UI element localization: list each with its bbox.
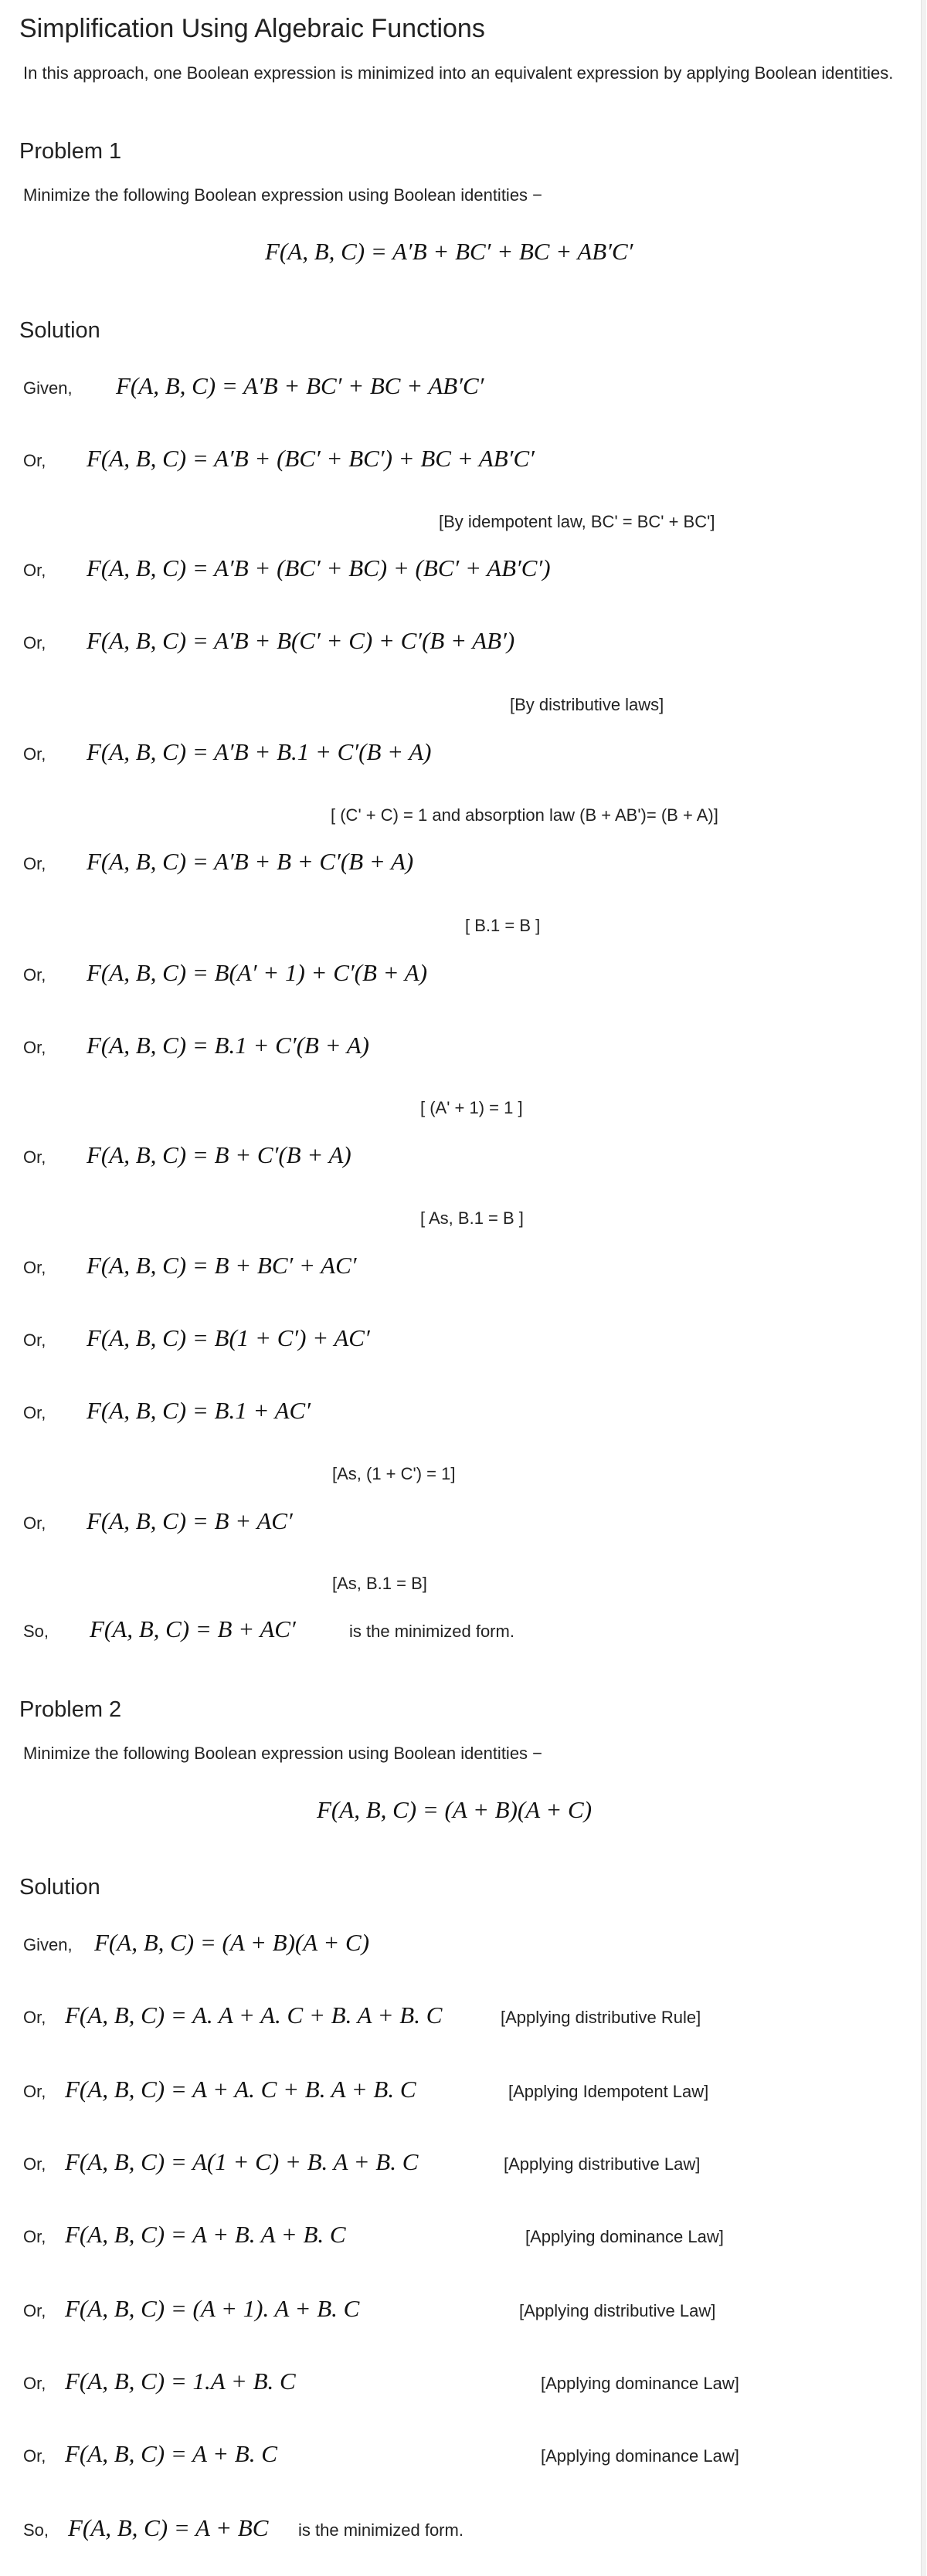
step-expression: F(A, B, C) = B + C′(B + A) — [87, 1141, 351, 1168]
step-expression: F(A, B, C) = A′B + B + C′(B + A) — [87, 848, 414, 875]
step-note: [Applying Idempotent Law] — [508, 2082, 709, 2101]
conclusion-suffix: is the minimized form. — [298, 2520, 464, 2540]
step-expression: F(A, B, C) = (A + 1). A + B. C — [65, 2295, 360, 2322]
step-expression: F(A, B, C) = B(A′ + 1) + C′(B + A) — [87, 959, 428, 986]
step-note: [As, (1 + C') = 1] — [332, 1464, 456, 1483]
conclusion-suffix: is the minimized form. — [349, 1622, 514, 1641]
step-note: [ (C' + C) = 1 and absorption law (B + AB')= (B + A)] — [331, 805, 718, 825]
step-note: [Applying dominance Law] — [525, 2227, 724, 2246]
step-prefix: Given, — [23, 378, 73, 398]
step-note: [Applying distributive Law] — [504, 2154, 701, 2174]
step-expression: F(A, B, C) = 1.A + B. C — [65, 2368, 296, 2395]
step-prefix: Or, — [23, 1038, 46, 1057]
step-note: [By idempotent law, BC' = BC' + BC'] — [439, 512, 715, 531]
step-prefix: Or, — [23, 1513, 46, 1533]
problem1-statement: Minimize the following Boolean expression using Boolean identities − — [23, 185, 543, 205]
step-note: [By distributive laws] — [510, 695, 664, 714]
step-prefix: Or, — [23, 2301, 46, 2320]
step-prefix: Or, — [23, 2154, 46, 2174]
step-expression: F(A, B, C) = B.1 + C′(B + A) — [87, 1032, 369, 1059]
step-note: [ B.1 = B ] — [465, 916, 541, 935]
step-prefix: Or, — [23, 2374, 46, 2393]
step-prefix: Or, — [23, 561, 46, 580]
conclusion-expression: F(A, B, C) = B + AC′ — [90, 1615, 296, 1642]
step-note: [Applying distributive Rule] — [501, 2008, 701, 2027]
step-prefix: Or, — [23, 451, 46, 470]
step-expression: F(A, B, C) = A + A. C + B. A + B. C — [65, 2076, 416, 2103]
conclusion-expression: F(A, B, C) = A + BC — [68, 2514, 269, 2541]
step-note: [ As, B.1 = B ] — [420, 1208, 524, 1228]
step-prefix: Or, — [23, 744, 46, 764]
step-expression: F(A, B, C) = A′B + (BC′ + BC′) + BC + AB′C′ — [87, 445, 535, 472]
given-expression: F(A, B, C) = (A + B)(A + C) — [94, 1929, 370, 1956]
step-prefix: Or, — [23, 2008, 46, 2027]
page-title: Simplification Using Algebraic Functions — [19, 14, 485, 43]
step-expression: F(A, B, C) = A(1 + C) + B. A + B. C — [65, 2148, 419, 2175]
problem1-heading: Problem 1 — [19, 139, 122, 164]
step-expression: F(A, B, C) = A + B. A + B. C — [65, 2221, 346, 2248]
problem1-expression: F(A, B, C) = A′B + BC′ + BC + AB′C′ — [265, 238, 633, 265]
step-prefix: Or, — [23, 2227, 46, 2246]
step-prefix: Or, — [23, 965, 46, 985]
step-prefix: Or, — [23, 1403, 46, 1422]
step-note: [Applying distributive Law] — [519, 2301, 716, 2320]
step-prefix: Or, — [23, 1258, 46, 1277]
given-prefix: Given, — [23, 1935, 73, 1954]
intro-paragraph: In this approach, one Boolean expression is minimized into an equivalent expression by applying Boolean identities. — [23, 63, 894, 83]
problem2-heading: Problem 2 — [19, 1697, 122, 1722]
step-prefix: Or, — [23, 2446, 46, 2466]
step-expression: F(A, B, C) = B(1 + C′) + AC′ — [87, 1324, 370, 1351]
step-expression: F(A, B, C) = B + AC′ — [87, 1507, 293, 1534]
step-note: [Applying dominance Law] — [541, 2446, 739, 2466]
step-expression: F(A, B, C) = A′B + (BC′ + BC) + (BC′ + AB′C′) — [87, 554, 551, 581]
step-prefix: Or, — [23, 854, 46, 873]
step-expression: F(A, B, C) = A + B. C — [65, 2440, 277, 2467]
step-note: [As, B.1 = B] — [332, 1574, 427, 1593]
problem2-statement: Minimize the following Boolean expression using Boolean identities − — [23, 1744, 543, 1763]
problem1-solution-heading: Solution — [19, 318, 100, 343]
conclusion-prefix: So, — [23, 2520, 49, 2540]
scrollbar-track[interactable] — [921, 0, 926, 2576]
step-expression: F(A, B, C) = A′B + B(C′ + C) + C′(B + AB′) — [87, 627, 515, 654]
conclusion-prefix: So, — [23, 1622, 49, 1641]
step-expression: F(A, B, C) = A′B + BC′ + BC + AB′C′ — [116, 372, 484, 399]
step-prefix: Or, — [23, 2082, 46, 2101]
step-expression: F(A, B, C) = A. A + A. C + B. A + B. C — [65, 2001, 443, 2029]
step-note: [Applying dominance Law] — [541, 2374, 739, 2393]
step-expression: F(A, B, C) = B.1 + AC′ — [87, 1397, 311, 1424]
step-prefix: Or, — [23, 633, 46, 652]
step-prefix: Or, — [23, 1330, 46, 1350]
step-expression: F(A, B, C) = A′B + B.1 + C′(B + A) — [87, 738, 432, 765]
problem2-solution-heading: Solution — [19, 1875, 100, 1900]
problem2-expression: F(A, B, C) = (A + B)(A + C) — [317, 1796, 593, 1823]
step-note: [ (A' + 1) = 1 ] — [420, 1098, 523, 1117]
step-expression: F(A, B, C) = B + BC′ + AC′ — [87, 1252, 357, 1279]
step-prefix: Or, — [23, 1147, 46, 1167]
